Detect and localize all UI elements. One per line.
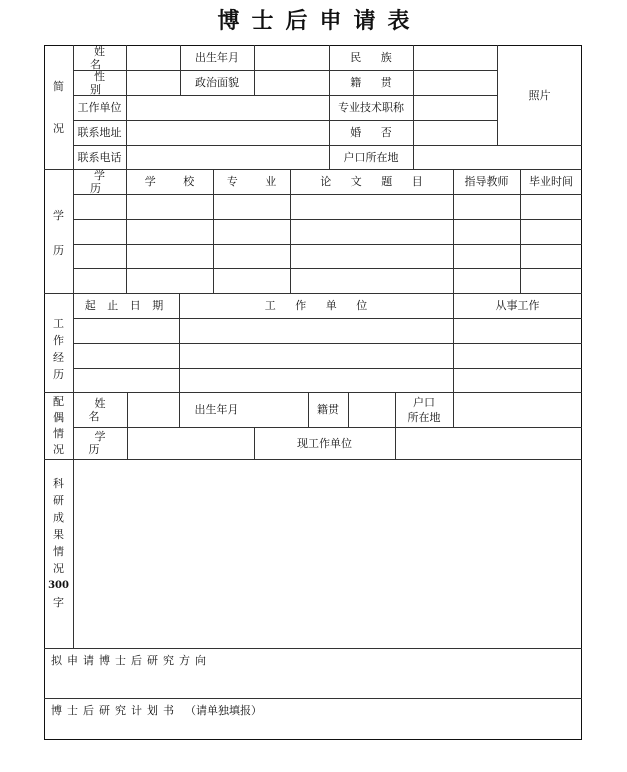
birth-label: 出生年月 xyxy=(195,51,239,64)
professional-title-field[interactable] xyxy=(413,95,497,120)
column-header-advisor: 指导教师 xyxy=(464,175,509,188)
section-label-basic xyxy=(44,45,73,169)
marital-label: 婚 否 xyxy=(350,126,400,139)
section-label-char: 偶 xyxy=(53,410,64,424)
research-results-field[interactable] xyxy=(73,459,582,648)
section-label-char: 作 xyxy=(53,333,64,347)
section-label-char: 研 xyxy=(53,493,64,507)
spouse-education-label: 学 历 xyxy=(88,430,118,456)
spouse-employer-label: 现工作单位 xyxy=(297,436,352,450)
hukou-field[interactable] xyxy=(413,145,582,169)
birth-field[interactable] xyxy=(254,45,329,70)
spouse-native-place-field[interactable] xyxy=(348,392,395,427)
section-label-char: 经 xyxy=(53,350,64,364)
research-direction-label: 拟申请博士后研究方向 xyxy=(51,654,211,667)
section-label-char: 况 xyxy=(53,561,64,575)
address-label: 联系地址 xyxy=(77,126,122,139)
gender-field[interactable] xyxy=(126,70,180,95)
spouse-name-field[interactable] xyxy=(127,392,179,427)
spouse-employer-field[interactable] xyxy=(395,427,582,459)
professional-title-label: 专业技术职称 xyxy=(338,101,404,114)
spouse-hukou-label-line: 户口 xyxy=(413,395,435,409)
spouse-name-label: 姓 名 xyxy=(88,396,118,423)
section-label-spouse xyxy=(44,392,73,459)
name-label: 姓 名 xyxy=(90,44,113,71)
spouse-hukou-label xyxy=(395,392,453,427)
section-label-char: 情 xyxy=(53,544,64,558)
ethnicity-label: 民 族 xyxy=(350,51,400,64)
column-header-degree: 学 历 xyxy=(90,168,113,195)
section-label-char: 况 xyxy=(53,442,64,456)
spouse-hukou-label-line: 所在地 xyxy=(407,410,441,424)
section-label-char: 历 xyxy=(53,244,64,257)
section-label-research xyxy=(44,459,73,648)
column-header-work-unit: 工 作 单 位 xyxy=(264,299,376,312)
section-label-char: 学 xyxy=(53,209,64,222)
grid-line xyxy=(73,343,582,344)
page-title: 博士后申请表 xyxy=(217,8,422,34)
section-label-char: 成 xyxy=(53,510,64,524)
gender-label: 性 别 xyxy=(90,69,113,96)
column-header-dates: 起 止 日 期 xyxy=(84,299,168,312)
native-place-label: 籍 贯 xyxy=(350,76,400,89)
grid-line xyxy=(73,244,582,245)
research-direction-field[interactable] xyxy=(44,648,582,698)
native-place-field[interactable] xyxy=(413,70,497,95)
spouse-birth-field[interactable] xyxy=(254,392,308,427)
phone-field[interactable] xyxy=(126,145,329,169)
spouse-education-field[interactable] xyxy=(127,427,254,459)
research-plan-label: 博士后研究计划书 xyxy=(51,704,179,717)
research-plan-field[interactable] xyxy=(44,698,582,740)
marital-field[interactable] xyxy=(413,120,497,145)
section-label-char: 况 xyxy=(53,121,64,135)
employer-label: 工作单位 xyxy=(77,101,122,114)
section-label-char: 历 xyxy=(53,367,64,381)
grid-line xyxy=(73,268,582,269)
political-field[interactable] xyxy=(254,70,329,95)
ethnicity-field[interactable] xyxy=(413,45,497,70)
word-unit: 字 xyxy=(53,595,64,609)
column-header-major: 专 业 xyxy=(226,175,289,188)
section-label-char: 工 xyxy=(53,316,64,330)
photo-box[interactable]: 照片 xyxy=(528,88,551,102)
grid-line xyxy=(73,368,582,369)
grid-line xyxy=(73,318,582,319)
phone-label: 联系电话 xyxy=(77,150,122,164)
political-label: 政治面貌 xyxy=(195,76,239,89)
section-label-char: 科 xyxy=(53,476,64,490)
grid-line xyxy=(73,219,582,220)
spouse-birth-label: 出生年月 xyxy=(194,403,239,416)
grid-line xyxy=(73,194,582,195)
section-label-char: 配 xyxy=(53,394,64,408)
word-count: 300 xyxy=(48,579,69,591)
column-header-school: 学 校 xyxy=(144,175,207,188)
spouse-hukou-field[interactable] xyxy=(453,392,582,427)
address-field[interactable] xyxy=(126,120,329,145)
column-header-thesis: 论 文 题 目 xyxy=(320,175,431,188)
name-field[interactable] xyxy=(126,45,180,70)
section-label-char: 情 xyxy=(53,426,64,440)
research-plan-note: （请单独填报） xyxy=(185,704,262,717)
spouse-native-place-label: 籍贯 xyxy=(317,403,339,416)
section-label-work xyxy=(44,293,73,392)
hukou-label: 户口所在地 xyxy=(343,150,399,164)
section-label-char: 简 xyxy=(53,79,64,93)
section-label-education xyxy=(44,169,73,293)
section-label-char: 果 xyxy=(53,527,64,541)
column-header-duty: 从事工作 xyxy=(495,299,540,312)
column-header-graduation: 毕业时间 xyxy=(529,175,573,188)
employer-field[interactable] xyxy=(126,95,329,120)
